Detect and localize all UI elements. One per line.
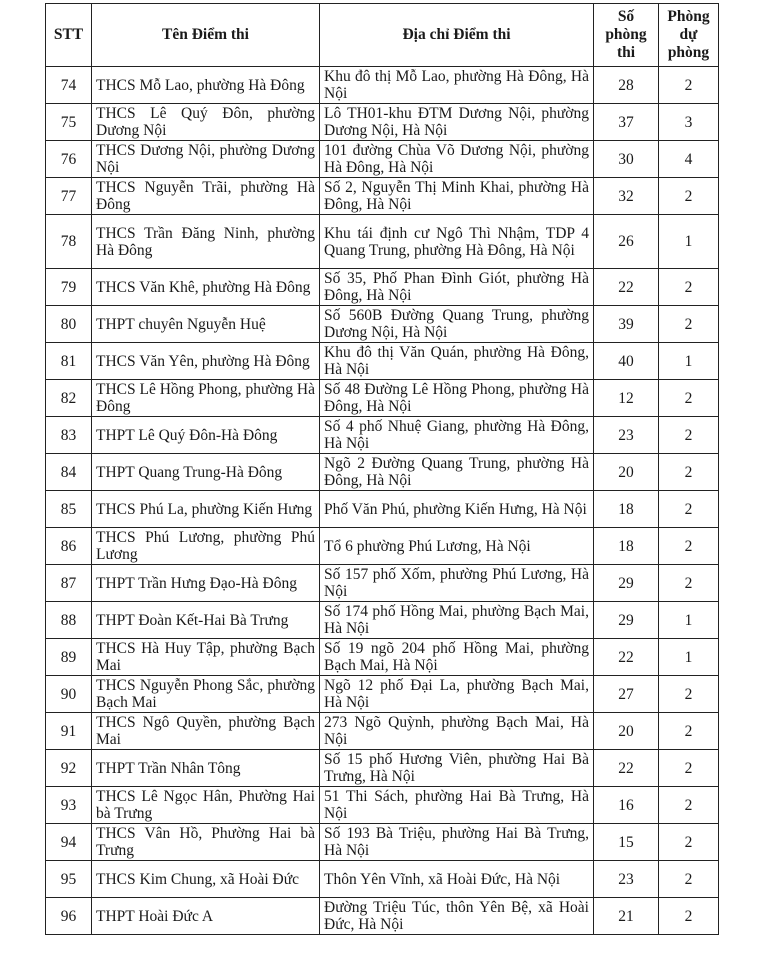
- cell-stt: 76: [46, 141, 92, 178]
- cell-rooms: 30: [594, 141, 659, 178]
- cell-rooms: 20: [594, 713, 659, 750]
- cell-backup: 3: [659, 104, 719, 141]
- cell-name: THCS Dương Nội, phường Dương Nội: [92, 141, 320, 178]
- cell-backup: 2: [659, 178, 719, 215]
- table-row: [46, 141, 719, 178]
- cell-stt: 83: [46, 417, 92, 454]
- cell-name: THCS Mỗ Lao, phường Hà Đông: [92, 67, 320, 104]
- cell-address: 273 Ngõ Quỳnh, phường Bạch Mai, Hà Nội: [320, 713, 594, 750]
- cell-name: THCS Lê Ngọc Hân, Phường Hai bà Trưng: [92, 787, 320, 824]
- cell-stt: 79: [46, 269, 92, 306]
- cell-rooms: 12: [594, 380, 659, 417]
- table-row: [46, 454, 719, 491]
- cell-address: Số 560B Đường Quang Trung, phường Dương Nội, Hà Nội: [320, 306, 594, 343]
- cell-rooms: 18: [594, 528, 659, 565]
- table-row: [46, 898, 719, 935]
- cell-backup: 2: [659, 417, 719, 454]
- table-row: [46, 491, 719, 528]
- cell-name: THPT Hoài Đức A: [92, 898, 320, 935]
- cell-rooms: 27: [594, 676, 659, 713]
- cell-rooms: 26: [594, 215, 659, 269]
- cell-address: 51 Thi Sách, phường Hai Bà Trưng, Hà Nội: [320, 787, 594, 824]
- header-rooms: Số phòng thi: [594, 4, 659, 67]
- cell-rooms: 40: [594, 343, 659, 380]
- table-row: [46, 787, 719, 824]
- cell-address: Phố Văn Phú, phường Kiến Hưng, Hà Nội: [320, 491, 594, 528]
- cell-name: THCS Ngô Quyền, phường Bạch Mai: [92, 713, 320, 750]
- cell-rooms: 32: [594, 178, 659, 215]
- cell-backup: 2: [659, 380, 719, 417]
- cell-stt: 82: [46, 380, 92, 417]
- cell-name: THCS Lê Hồng Phong, phường Hà Đông: [92, 380, 320, 417]
- cell-backup: 2: [659, 306, 719, 343]
- cell-address: 101 đường Chùa Võ Dương Nội, phường Hà Đông, Hà Nội: [320, 141, 594, 178]
- table-row: [46, 713, 719, 750]
- cell-backup: 2: [659, 898, 719, 935]
- cell-backup: 2: [659, 454, 719, 491]
- cell-name: THCS Nguyễn Phong Sắc, phường Bạch Mai: [92, 676, 320, 713]
- cell-address: Số 193 Bà Triệu, phường Hai Bà Trưng, Hà Nội: [320, 824, 594, 861]
- table-row: [46, 178, 719, 215]
- cell-stt: 92: [46, 750, 92, 787]
- cell-address: Ngõ 2 Đường Quang Trung, phường Hà Đông, Hà Nội: [320, 454, 594, 491]
- header-address: Địa chỉ Điểm thi: [320, 4, 594, 67]
- table-row: [46, 861, 719, 898]
- cell-name: THCS Phú La, phường Kiến Hưng: [92, 491, 320, 528]
- cell-name: THCS Hà Huy Tập, phường Bạch Mai: [92, 639, 320, 676]
- cell-name: THCS Phú Lương, phường Phú Lương: [92, 528, 320, 565]
- cell-name: THPT Đoàn Kết-Hai Bà Trưng: [92, 602, 320, 639]
- cell-name: THPT Trần Nhân Tông: [92, 750, 320, 787]
- cell-stt: 89: [46, 639, 92, 676]
- cell-rooms: 37: [594, 104, 659, 141]
- cell-address: Số 4 phố Nhuệ Giang, phường Hà Đông, Hà Nội: [320, 417, 594, 454]
- cell-address: Số 157 phố Xốm, phường Phú Lương, Hà Nội: [320, 565, 594, 602]
- cell-backup: 1: [659, 343, 719, 380]
- header-name: Tên Điểm thi: [92, 4, 320, 67]
- cell-name: THPT Quang Trung-Hà Đông: [92, 454, 320, 491]
- cell-rooms: 15: [594, 824, 659, 861]
- cell-stt: 84: [46, 454, 92, 491]
- cell-name: THCS Lê Quý Đôn, phường Dương Nội: [92, 104, 320, 141]
- cell-stt: 91: [46, 713, 92, 750]
- cell-address: Số 15 phố Hương Viên, phường Hai Bà Trưng, Hà Nội: [320, 750, 594, 787]
- cell-rooms: 29: [594, 602, 659, 639]
- cell-address: Số 19 ngõ 204 phố Hồng Mai, phường Bạch Mai, Hà Nội: [320, 639, 594, 676]
- cell-stt: 90: [46, 676, 92, 713]
- cell-backup: 2: [659, 491, 719, 528]
- cell-name: THPT Trần Hưng Đạo-Hà Đông: [92, 565, 320, 602]
- cell-stt: 78: [46, 215, 92, 269]
- cell-address: Lô TH01-khu ĐTM Dương Nội, phường Dương Nội, Hà Nội: [320, 104, 594, 141]
- cell-backup: 2: [659, 67, 719, 104]
- table-row: [46, 565, 719, 602]
- table-row: [46, 417, 719, 454]
- cell-rooms: 22: [594, 639, 659, 676]
- cell-rooms: 28: [594, 67, 659, 104]
- cell-address: Số 2, Nguyễn Thị Minh Khai, phường Hà Đông, Hà Nội: [320, 178, 594, 215]
- cell-address: Thôn Yên Vĩnh, xã Hoài Đức, Hà Nội: [320, 861, 594, 898]
- table-row: [46, 676, 719, 713]
- cell-address: Số 35, Phố Phan Đình Giót, phường Hà Đông, Hà Nội: [320, 269, 594, 306]
- cell-rooms: 22: [594, 269, 659, 306]
- table-row: [46, 67, 719, 104]
- table-row: [46, 824, 719, 861]
- cell-name: THPT chuyên Nguyễn Huệ: [92, 306, 320, 343]
- cell-backup: 1: [659, 602, 719, 639]
- cell-name: THCS Văn Khê, phường Hà Đông: [92, 269, 320, 306]
- table-row: [46, 343, 719, 380]
- table-row: [46, 380, 719, 417]
- cell-backup: 2: [659, 750, 719, 787]
- table-row: [46, 269, 719, 306]
- cell-backup: 1: [659, 639, 719, 676]
- cell-name: THCS Nguyễn Trãi, phường Hà Đông: [92, 178, 320, 215]
- cell-backup: 2: [659, 824, 719, 861]
- cell-rooms: 23: [594, 861, 659, 898]
- cell-rooms: 21: [594, 898, 659, 935]
- cell-stt: 86: [46, 528, 92, 565]
- cell-backup: 2: [659, 528, 719, 565]
- cell-stt: 81: [46, 343, 92, 380]
- cell-stt: 93: [46, 787, 92, 824]
- cell-stt: 74: [46, 67, 92, 104]
- cell-stt: 75: [46, 104, 92, 141]
- cell-backup: 2: [659, 676, 719, 713]
- cell-stt: 85: [46, 491, 92, 528]
- cell-stt: 87: [46, 565, 92, 602]
- cell-rooms: 29: [594, 565, 659, 602]
- cell-rooms: 22: [594, 750, 659, 787]
- cell-stt: 96: [46, 898, 92, 935]
- cell-rooms: 23: [594, 417, 659, 454]
- cell-backup: 4: [659, 141, 719, 178]
- cell-address: Số 48 Đường Lê Hồng Phong, phường Hà Đông, Hà Nội: [320, 380, 594, 417]
- cell-name: THCS Vân Hồ, Phường Hai bà Trưng: [92, 824, 320, 861]
- cell-rooms: 18: [594, 491, 659, 528]
- header-backup: Phòng dự phòng: [659, 4, 719, 67]
- table-row: [46, 602, 719, 639]
- cell-backup: 2: [659, 787, 719, 824]
- cell-address: Khu đô thị Mỗ Lao, phường Hà Đông, Hà Nội: [320, 67, 594, 104]
- cell-backup: 1: [659, 215, 719, 269]
- cell-stt: 88: [46, 602, 92, 639]
- cell-address: Tổ 6 phường Phú Lương, Hà Nội: [320, 528, 594, 565]
- cell-stt: 80: [46, 306, 92, 343]
- cell-address: Khu tái định cư Ngô Thì Nhậm, TDP 4 Quang Trung, phường Hà Đông, Hà Nội: [320, 215, 594, 269]
- cell-rooms: 20: [594, 454, 659, 491]
- cell-address: Khu đô thị Văn Quán, phường Hà Đông, Hà Nội: [320, 343, 594, 380]
- cell-address: Ngõ 12 phố Đại La, phường Bạch Mai, Hà Nội: [320, 676, 594, 713]
- table-row: [46, 528, 719, 565]
- cell-name: THPT Lê Quý Đôn-Hà Đông: [92, 417, 320, 454]
- cell-stt: 94: [46, 824, 92, 861]
- cell-name: THCS Kim Chung, xã Hoài Đức: [92, 861, 320, 898]
- cell-backup: 2: [659, 861, 719, 898]
- cell-address: Số 174 phố Hồng Mai, phường Bạch Mai, Hà Nội: [320, 602, 594, 639]
- header-row: [46, 4, 719, 67]
- table-row: [46, 750, 719, 787]
- exam-sites-table: [45, 3, 719, 935]
- cell-address: Đường Triệu Túc, thôn Yên Bệ, xã Hoài Đức, Hà Nội: [320, 898, 594, 935]
- header-stt: STT: [46, 4, 92, 67]
- cell-stt: 95: [46, 861, 92, 898]
- cell-name: THCS Trần Đăng Ninh, phường Hà Đông: [92, 215, 320, 269]
- cell-backup: 2: [659, 269, 719, 306]
- cell-backup: 2: [659, 565, 719, 602]
- cell-backup: 2: [659, 713, 719, 750]
- table-row: [46, 639, 719, 676]
- cell-name: THCS Văn Yên, phường Hà Đông: [92, 343, 320, 380]
- cell-rooms: 39: [594, 306, 659, 343]
- table-row: [46, 306, 719, 343]
- cell-stt: 77: [46, 178, 92, 215]
- cell-rooms: 16: [594, 787, 659, 824]
- table-row: [46, 215, 719, 269]
- table-row: [46, 104, 719, 141]
